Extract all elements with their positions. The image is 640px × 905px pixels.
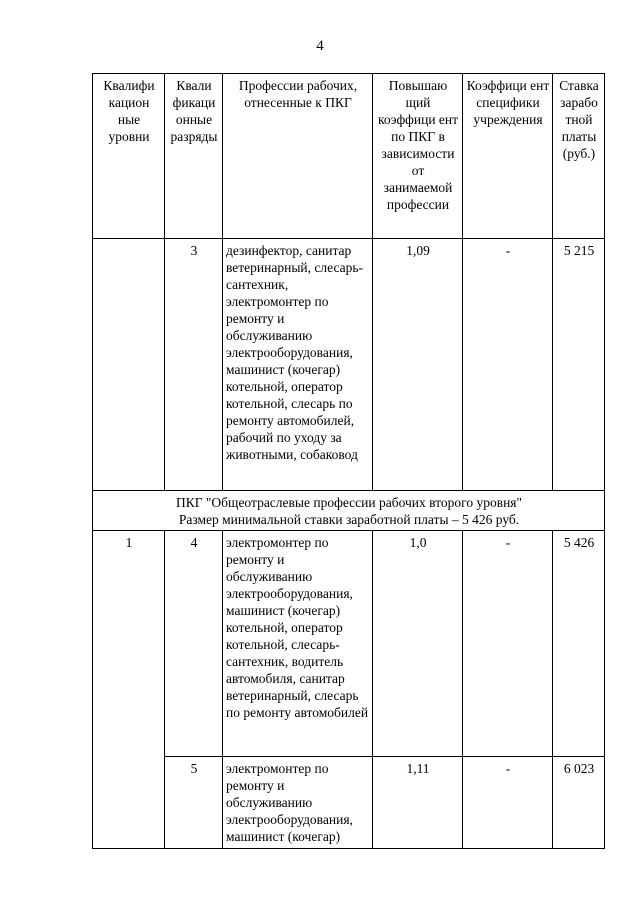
table-header-row (93, 74, 605, 239)
header-professions: Профессии рабочих, отнесенные к ПКГ (223, 74, 373, 239)
header-specifics-coefficient: Коэффици ент специфики учреждения (463, 74, 553, 239)
group-header-cell (93, 491, 605, 531)
group-header-row (93, 491, 605, 531)
header-pkg-coefficient: Повышаю щий коэффици ент по ПКГ в зависимости от занимаемой профессии (373, 74, 463, 239)
cell-pkg-coefficient: 1,11 (373, 757, 463, 849)
group-title: ПКГ "Общеотраслевые профессии рабочих второго уровня" (175, 495, 523, 510)
header-qualification-grades: Квали фикаци онные разряды (165, 74, 223, 239)
table-row (93, 757, 605, 849)
cell-grade: 5 (165, 757, 223, 849)
cell-level (93, 239, 165, 491)
cell-specifics-coefficient: - (463, 531, 553, 757)
cell-professions: электромонтер по ремонту и обслуживанию электрооборудования, машинист (кочегар) (223, 757, 373, 849)
salary-table (92, 73, 605, 849)
cell-professions: дезинфектор, санитар ветеринарный, слесарь-сантехник, электромонтер по ремонту и обслуживанию электрооборудования, машинист (кочегар) котельной, оператор котельной, слесарь по ремонту автомобилей, рабочий по уходу за животными, собаковод (223, 239, 373, 491)
page-number: 4 (316, 38, 324, 54)
cell-pkg-coefficient: 1,0 (373, 531, 463, 757)
table-row (93, 531, 605, 757)
cell-pkg-coefficient: 1,09 (373, 239, 463, 491)
table-row (93, 239, 605, 491)
cell-specifics-coefficient: - (463, 239, 553, 491)
cell-level: 1 (93, 531, 165, 849)
group-min-rate: Размер минимальной ставки заработной платы – 5 426 руб. (178, 512, 520, 527)
cell-salary-rate: 5 426 (553, 531, 605, 757)
cell-grade: 4 (165, 531, 223, 757)
header-salary-rate: Ставка зарабо тной платы (руб.) (553, 74, 605, 239)
cell-specifics-coefficient: - (463, 757, 553, 849)
cell-grade: 3 (165, 239, 223, 491)
cell-salary-rate: 5 215 (553, 239, 605, 491)
cell-professions: электромонтер по ремонту и обслуживанию электрооборудования, машинист (кочегар) котельной, оператор котельной, слесарь-сантехник, водитель автомобиля, санитар ветеринарный, слесарь по ремонту автомобилей (223, 531, 373, 757)
header-qualification-levels: Квалифи кацион ные уровни (93, 74, 165, 239)
cell-salary-rate: 6 023 (553, 757, 605, 849)
